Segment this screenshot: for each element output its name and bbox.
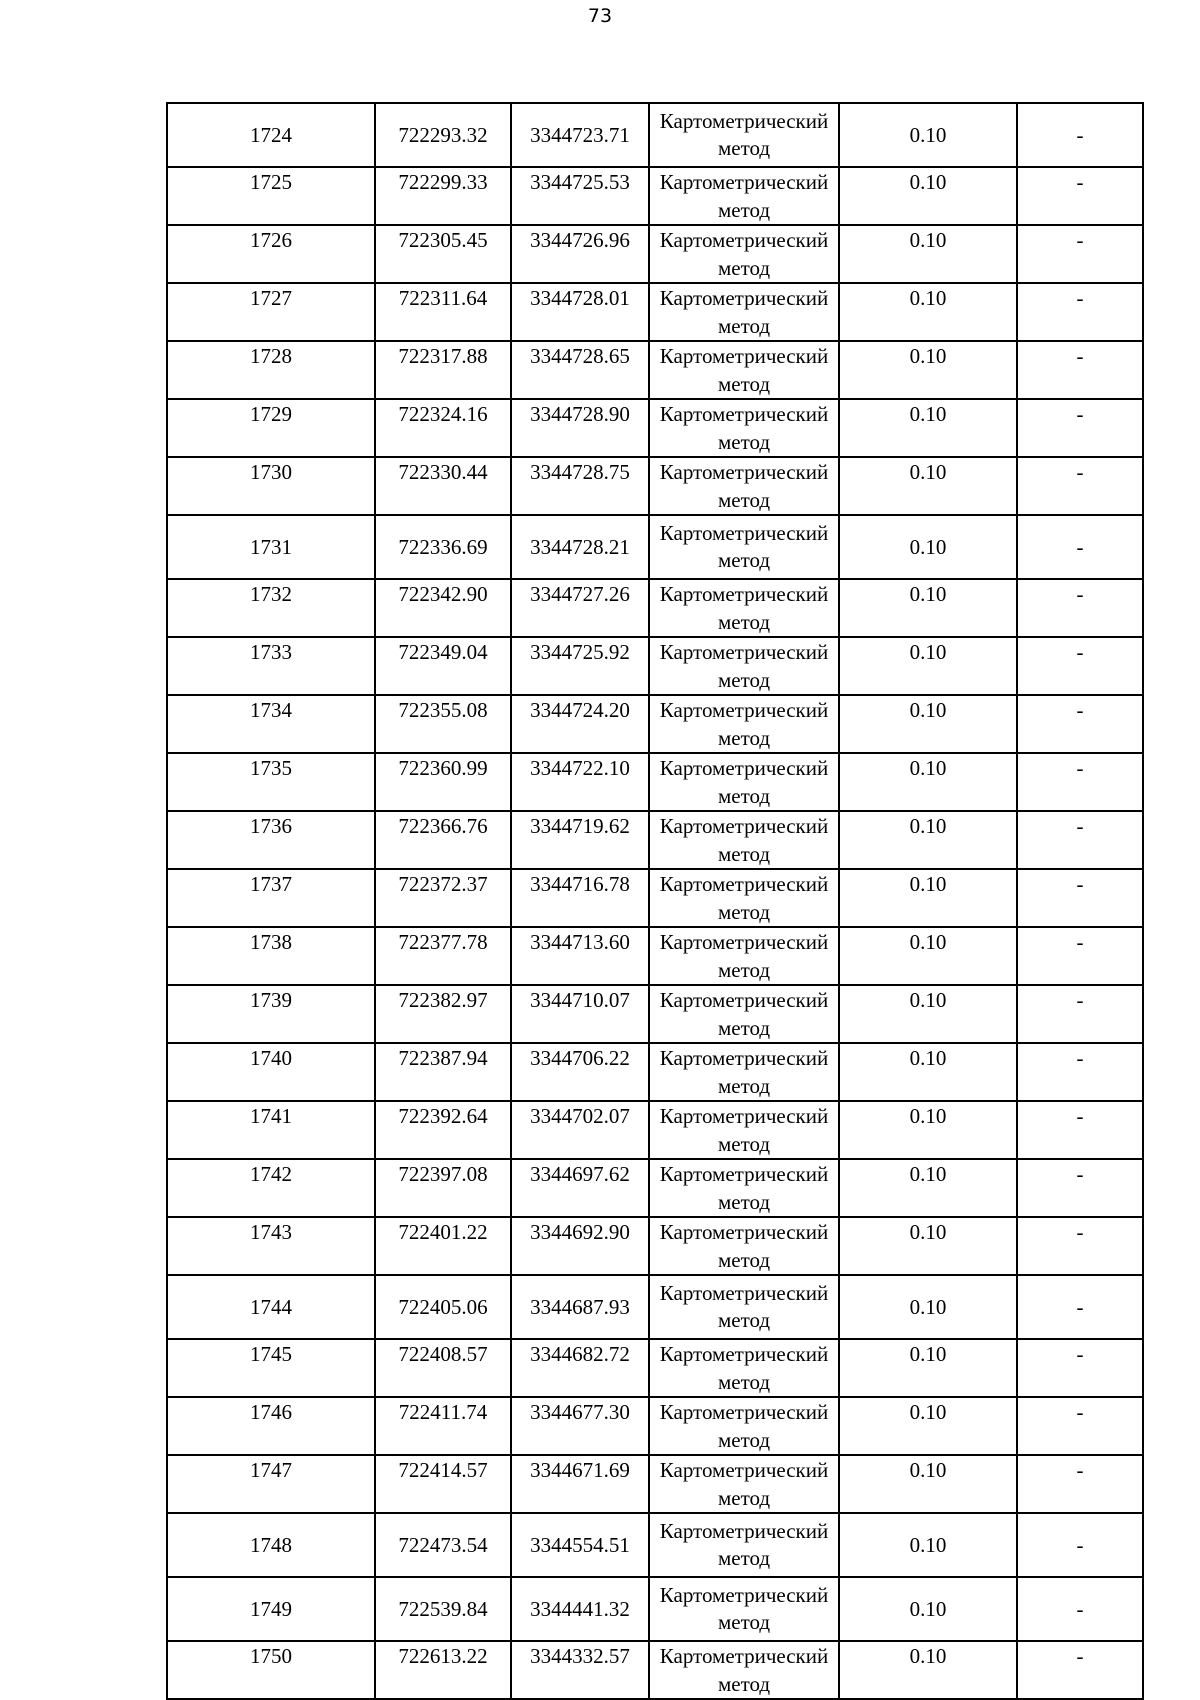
- method-line1: Картометрический: [659, 1519, 829, 1543]
- accuracy-cell: 0.10: [839, 1641, 1017, 1699]
- method-cell: [649, 1339, 839, 1397]
- x-coordinate-cell: 722387.94: [375, 1043, 511, 1101]
- method-line1: Картометрический: [659, 988, 829, 1012]
- method-cell: [649, 579, 839, 637]
- accuracy-cell: 0.10: [839, 811, 1017, 869]
- method-line1: Картометрический: [659, 170, 829, 194]
- table-row: [167, 1455, 1143, 1513]
- x-coordinate-cell: 722366.76: [375, 811, 511, 869]
- x-coordinate-cell: 722414.57: [375, 1455, 511, 1513]
- point-number-cell: 1725: [167, 167, 375, 225]
- method-line1: Картометрический: [659, 930, 829, 954]
- point-number-cell: 1748: [167, 1513, 375, 1577]
- y-coordinate-cell: 3344726.96: [511, 225, 649, 283]
- method-line2: метод: [717, 430, 771, 454]
- table-row: [167, 1397, 1143, 1455]
- y-coordinate-cell: 3344682.72: [511, 1339, 649, 1397]
- note-cell: -: [1017, 1641, 1143, 1699]
- point-number-cell: 1732: [167, 579, 375, 637]
- table-row: [167, 753, 1143, 811]
- x-coordinate-cell: 722382.97: [375, 985, 511, 1043]
- method-cell: [649, 399, 839, 457]
- table-row: [167, 1641, 1143, 1699]
- table-row: [167, 985, 1143, 1043]
- method-line1: Картометрический: [659, 402, 829, 426]
- table-row: [167, 283, 1143, 341]
- method-line1: Картометрический: [659, 1162, 829, 1186]
- x-coordinate-cell: 722342.90: [375, 579, 511, 637]
- point-number-cell: 1741: [167, 1101, 375, 1159]
- y-coordinate-cell: 3344710.07: [511, 985, 649, 1043]
- method-line2: метод: [717, 1486, 771, 1510]
- accuracy-cell: 0.10: [839, 579, 1017, 637]
- method-cell: [649, 1577, 839, 1641]
- note-cell: -: [1017, 1455, 1143, 1513]
- method-cell: [649, 985, 839, 1043]
- accuracy-cell: 0.10: [839, 1513, 1017, 1577]
- accuracy-cell: 0.10: [839, 225, 1017, 283]
- method-line2: метод: [717, 256, 771, 280]
- note-cell: -: [1017, 283, 1143, 341]
- x-coordinate-cell: 722377.78: [375, 927, 511, 985]
- method-line1: Картометрический: [659, 228, 829, 252]
- x-coordinate-cell: 722305.45: [375, 225, 511, 283]
- table-row: [167, 1577, 1143, 1641]
- method-line2: метод: [717, 1610, 771, 1634]
- accuracy-cell: 0.10: [839, 695, 1017, 753]
- y-coordinate-cell: 3344728.75: [511, 457, 649, 515]
- point-number-cell: 1728: [167, 341, 375, 399]
- method-line1: Картометрический: [659, 109, 829, 133]
- x-coordinate-cell: 722355.08: [375, 695, 511, 753]
- method-line1: Картометрический: [659, 698, 829, 722]
- table-row: [167, 399, 1143, 457]
- point-number-cell: 1735: [167, 753, 375, 811]
- y-coordinate-cell: 3344728.65: [511, 341, 649, 399]
- note-cell: -: [1017, 225, 1143, 283]
- method-line2: метод: [717, 488, 771, 512]
- y-coordinate-cell: 3344725.53: [511, 167, 649, 225]
- point-number-cell: 1745: [167, 1339, 375, 1397]
- x-coordinate-cell: 722311.64: [375, 283, 511, 341]
- point-number-cell: 1726: [167, 225, 375, 283]
- note-cell: -: [1017, 1339, 1143, 1397]
- table-row: [167, 1513, 1143, 1577]
- x-coordinate-cell: 722360.99: [375, 753, 511, 811]
- method-line2: метод: [717, 1308, 771, 1332]
- y-coordinate-cell: 3344441.32: [511, 1577, 649, 1641]
- y-coordinate-cell: 3344724.20: [511, 695, 649, 753]
- method-line1: Картометрический: [659, 1104, 829, 1128]
- method-line2: метод: [717, 958, 771, 982]
- y-coordinate-cell: 3344706.22: [511, 1043, 649, 1101]
- method-line2: метод: [717, 1672, 771, 1696]
- method-line2: метод: [717, 372, 771, 396]
- method-line1: Картометрический: [659, 460, 829, 484]
- table-row: [167, 1159, 1143, 1217]
- accuracy-cell: 0.10: [839, 167, 1017, 225]
- point-number-cell: 1733: [167, 637, 375, 695]
- x-coordinate-cell: 722397.08: [375, 1159, 511, 1217]
- method-line1: Картометрический: [659, 1458, 829, 1482]
- accuracy-cell: 0.10: [839, 1577, 1017, 1641]
- method-cell: [649, 1455, 839, 1513]
- table-row: [167, 1217, 1143, 1275]
- y-coordinate-cell: 3344728.21: [511, 515, 649, 579]
- note-cell: -: [1017, 457, 1143, 515]
- point-number-cell: 1727: [167, 283, 375, 341]
- accuracy-cell: 0.10: [839, 341, 1017, 399]
- table-row: [167, 579, 1143, 637]
- accuracy-cell: 0.10: [839, 927, 1017, 985]
- y-coordinate-cell: 3344713.60: [511, 927, 649, 985]
- y-coordinate-cell: 3344671.69: [511, 1455, 649, 1513]
- point-number-cell: 1744: [167, 1275, 375, 1339]
- note-cell: -: [1017, 1577, 1143, 1641]
- method-cell: [649, 341, 839, 399]
- y-coordinate-cell: 3344702.07: [511, 1101, 649, 1159]
- accuracy-cell: 0.10: [839, 103, 1017, 167]
- y-coordinate-cell: 3344716.78: [511, 869, 649, 927]
- method-line1: Картометрический: [659, 1583, 829, 1607]
- y-coordinate-cell: 3344723.71: [511, 103, 649, 167]
- note-cell: -: [1017, 811, 1143, 869]
- method-cell: [649, 753, 839, 811]
- y-coordinate-cell: 3344332.57: [511, 1641, 649, 1699]
- point-number-cell: 1750: [167, 1641, 375, 1699]
- accuracy-cell: 0.10: [839, 985, 1017, 1043]
- method-cell: [649, 869, 839, 927]
- point-number-cell: 1734: [167, 695, 375, 753]
- method-line2: метод: [717, 610, 771, 634]
- x-coordinate-cell: 722336.69: [375, 515, 511, 579]
- method-line2: метод: [717, 900, 771, 924]
- method-cell: [649, 283, 839, 341]
- point-number-cell: 1724: [167, 103, 375, 167]
- x-coordinate-cell: 722372.37: [375, 869, 511, 927]
- method-cell: [649, 1513, 839, 1577]
- note-cell: -: [1017, 695, 1143, 753]
- table-row: [167, 811, 1143, 869]
- x-coordinate-cell: 722349.04: [375, 637, 511, 695]
- note-cell: -: [1017, 869, 1143, 927]
- accuracy-cell: 0.10: [839, 1101, 1017, 1159]
- note-cell: -: [1017, 1217, 1143, 1275]
- point-number-cell: 1736: [167, 811, 375, 869]
- note-cell: -: [1017, 1275, 1143, 1339]
- method-line2: метод: [717, 1016, 771, 1040]
- method-line1: Картометрический: [659, 1046, 829, 1070]
- x-coordinate-cell: 722293.32: [375, 103, 511, 167]
- method-line1: Картометрический: [659, 1281, 829, 1305]
- x-coordinate-cell: 722299.33: [375, 167, 511, 225]
- table-row: [167, 225, 1143, 283]
- method-cell: [649, 1043, 839, 1101]
- x-coordinate-cell: 722317.88: [375, 341, 511, 399]
- point-number-cell: 1739: [167, 985, 375, 1043]
- table-row: [167, 1339, 1143, 1397]
- x-coordinate-cell: 722613.22: [375, 1641, 511, 1699]
- method-line1: Картометрический: [659, 1220, 829, 1244]
- y-coordinate-cell: 3344727.26: [511, 579, 649, 637]
- table-row: [167, 1101, 1143, 1159]
- method-cell: [649, 637, 839, 695]
- accuracy-cell: 0.10: [839, 399, 1017, 457]
- table-row: [167, 457, 1143, 515]
- note-cell: -: [1017, 637, 1143, 695]
- accuracy-cell: 0.10: [839, 515, 1017, 579]
- accuracy-cell: 0.10: [839, 869, 1017, 927]
- point-number-cell: 1730: [167, 457, 375, 515]
- method-line2: метод: [717, 784, 771, 808]
- note-cell: -: [1017, 753, 1143, 811]
- accuracy-cell: 0.10: [839, 1217, 1017, 1275]
- point-number-cell: 1737: [167, 869, 375, 927]
- accuracy-cell: 0.10: [839, 1275, 1017, 1339]
- accuracy-cell: 0.10: [839, 637, 1017, 695]
- y-coordinate-cell: 3344697.62: [511, 1159, 649, 1217]
- note-cell: -: [1017, 579, 1143, 637]
- table-row: [167, 515, 1143, 579]
- table-row: [167, 341, 1143, 399]
- x-coordinate-cell: 722405.06: [375, 1275, 511, 1339]
- table-row: [167, 927, 1143, 985]
- point-number-cell: 1742: [167, 1159, 375, 1217]
- x-coordinate-cell: 722324.16: [375, 399, 511, 457]
- method-line1: Картометрический: [659, 872, 829, 896]
- method-line1: Картометрический: [659, 286, 829, 310]
- y-coordinate-cell: 3344725.92: [511, 637, 649, 695]
- note-cell: -: [1017, 1101, 1143, 1159]
- method-line2: метод: [717, 198, 771, 222]
- point-number-cell: 1747: [167, 1455, 375, 1513]
- note-cell: -: [1017, 927, 1143, 985]
- method-cell: [649, 927, 839, 985]
- method-line2: метод: [717, 668, 771, 692]
- note-cell: -: [1017, 399, 1143, 457]
- accuracy-cell: 0.10: [839, 753, 1017, 811]
- method-line1: Картометрический: [659, 1644, 829, 1668]
- table-row: [167, 1043, 1143, 1101]
- method-line2: метод: [717, 1074, 771, 1098]
- note-cell: -: [1017, 103, 1143, 167]
- table-row: [167, 1275, 1143, 1339]
- point-number-cell: 1729: [167, 399, 375, 457]
- x-coordinate-cell: 722408.57: [375, 1339, 511, 1397]
- method-line1: Картометрический: [659, 814, 829, 838]
- table-row: [167, 695, 1143, 753]
- note-cell: -: [1017, 985, 1143, 1043]
- method-line2: метод: [717, 548, 771, 572]
- accuracy-cell: 0.10: [839, 1397, 1017, 1455]
- method-line1: Картометрический: [659, 1342, 829, 1366]
- y-coordinate-cell: 3344728.01: [511, 283, 649, 341]
- accuracy-cell: 0.10: [839, 283, 1017, 341]
- coordinates-table: [166, 102, 1144, 1700]
- method-cell: [649, 515, 839, 579]
- page-number: 73: [587, 5, 613, 27]
- coordinates-table-body: [167, 103, 1143, 1699]
- note-cell: -: [1017, 1397, 1143, 1455]
- method-line2: метод: [717, 1132, 771, 1156]
- method-line2: метод: [717, 726, 771, 750]
- method-line2: метод: [717, 136, 771, 160]
- accuracy-cell: 0.10: [839, 1043, 1017, 1101]
- method-cell: [649, 457, 839, 515]
- method-cell: [649, 103, 839, 167]
- point-number-cell: 1743: [167, 1217, 375, 1275]
- method-cell: [649, 811, 839, 869]
- note-cell: -: [1017, 515, 1143, 579]
- point-number-cell: 1738: [167, 927, 375, 985]
- method-cell: [649, 225, 839, 283]
- note-cell: -: [1017, 341, 1143, 399]
- method-line1: Картометрический: [659, 582, 829, 606]
- accuracy-cell: 0.10: [839, 1159, 1017, 1217]
- x-coordinate-cell: 722392.64: [375, 1101, 511, 1159]
- method-cell: [649, 1641, 839, 1699]
- y-coordinate-cell: 3344722.10: [511, 753, 649, 811]
- table-row: [167, 103, 1143, 167]
- method-line1: Картометрический: [659, 756, 829, 780]
- point-number-cell: 1731: [167, 515, 375, 579]
- y-coordinate-cell: 3344687.93: [511, 1275, 649, 1339]
- method-cell: [649, 1397, 839, 1455]
- accuracy-cell: 0.10: [839, 1339, 1017, 1397]
- accuracy-cell: 0.10: [839, 1455, 1017, 1513]
- table-row: [167, 637, 1143, 695]
- table-row: [167, 167, 1143, 225]
- point-number-cell: 1746: [167, 1397, 375, 1455]
- accuracy-cell: 0.10: [839, 457, 1017, 515]
- method-cell: [649, 1275, 839, 1339]
- method-line2: метод: [717, 1370, 771, 1394]
- x-coordinate-cell: 722330.44: [375, 457, 511, 515]
- x-coordinate-cell: 722473.54: [375, 1513, 511, 1577]
- method-line1: Картометрический: [659, 344, 829, 368]
- point-number-cell: 1749: [167, 1577, 375, 1641]
- note-cell: -: [1017, 167, 1143, 225]
- method-line2: метод: [717, 1546, 771, 1570]
- note-cell: -: [1017, 1159, 1143, 1217]
- method-cell: [649, 1101, 839, 1159]
- y-coordinate-cell: 3344554.51: [511, 1513, 649, 1577]
- x-coordinate-cell: 722539.84: [375, 1577, 511, 1641]
- note-cell: -: [1017, 1513, 1143, 1577]
- method-line2: метод: [717, 314, 771, 338]
- method-line2: метод: [717, 1190, 771, 1214]
- x-coordinate-cell: 722401.22: [375, 1217, 511, 1275]
- table-row: [167, 869, 1143, 927]
- method-line2: метод: [717, 842, 771, 866]
- y-coordinate-cell: 3344728.90: [511, 399, 649, 457]
- y-coordinate-cell: 3344692.90: [511, 1217, 649, 1275]
- method-line1: Картометрический: [659, 640, 829, 664]
- method-line2: метод: [717, 1428, 771, 1452]
- method-line1: Картометрический: [659, 1400, 829, 1424]
- method-cell: [649, 1217, 839, 1275]
- method-line1: Картометрический: [659, 521, 829, 545]
- y-coordinate-cell: 3344719.62: [511, 811, 649, 869]
- method-cell: [649, 695, 839, 753]
- x-coordinate-cell: 722411.74: [375, 1397, 511, 1455]
- note-cell: -: [1017, 1043, 1143, 1101]
- y-coordinate-cell: 3344677.30: [511, 1397, 649, 1455]
- method-cell: [649, 1159, 839, 1217]
- method-cell: [649, 167, 839, 225]
- point-number-cell: 1740: [167, 1043, 375, 1101]
- method-line2: метод: [717, 1248, 771, 1272]
